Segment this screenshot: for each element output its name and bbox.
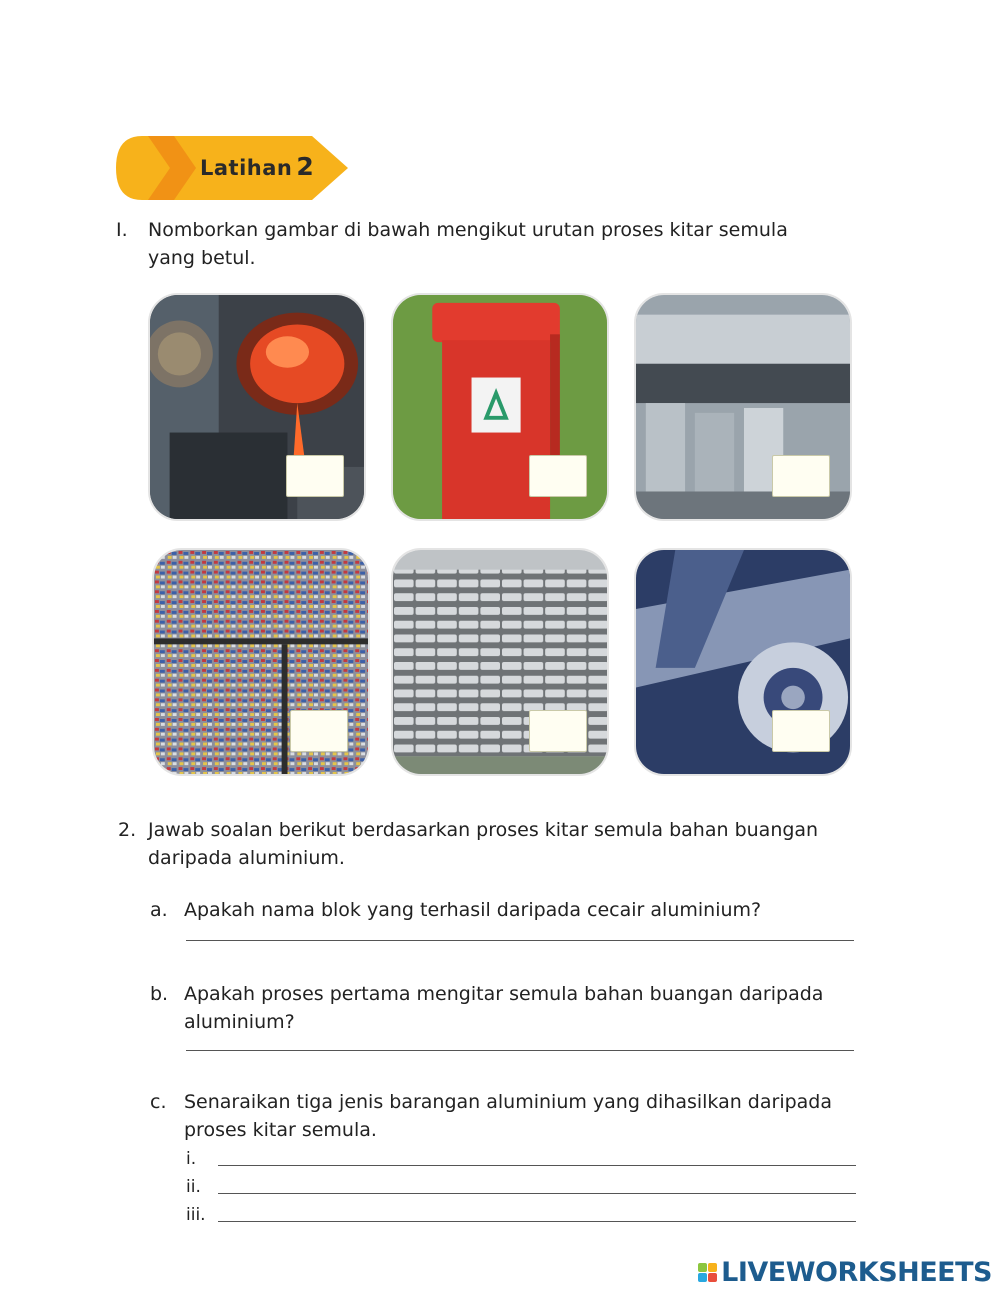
question-2c-text-line2: proses kitar semula. (184, 1119, 377, 1141)
liveworksheets-logo-text: LIVEWORKSHEETS (721, 1256, 992, 1288)
answer-line-2c-i[interactable] (218, 1165, 856, 1166)
question-1-text-line2: yang betul. (148, 247, 256, 269)
tile-sheet-roll (634, 548, 852, 776)
tile-can-machine (634, 293, 852, 521)
answer-line-2c-ii[interactable] (218, 1193, 856, 1194)
question-2 (118, 816, 908, 872)
answer-line-2c-iii[interactable] (218, 1221, 856, 1222)
question-2-number: 2. (118, 819, 137, 841)
question-2b-text-line1: Apakah proses pertama mengitar semula bahan buangan daripada (184, 983, 824, 1005)
answer-box-6[interactable] (772, 710, 830, 752)
question-1 (116, 216, 876, 272)
tile-molten-aluminium (148, 293, 366, 521)
answer-box-1[interactable] (286, 455, 344, 497)
question-2a (150, 896, 870, 924)
question-2-text-line1: Jawab soalan berikut berdasarkan proses kitar semula bahan buangan (148, 819, 819, 841)
question-2-text-line2: daripada aluminium. (148, 847, 345, 869)
question-2b-text-line2: aluminium? (184, 1011, 295, 1033)
question-2b (150, 980, 910, 1036)
question-2c (150, 1088, 930, 1144)
liveworksheets-logo-icon (697, 1262, 717, 1282)
badge-title: Latihan 2 (200, 152, 315, 181)
question-2b-label: b. (150, 983, 169, 1005)
answer-line-2b[interactable] (186, 1050, 854, 1051)
answer-box-4[interactable] (290, 710, 348, 752)
question-2c-item-i: i. (186, 1149, 197, 1169)
tile-crushed-cans (152, 548, 370, 776)
tile-recycle-bin (391, 293, 609, 521)
answer-box-2[interactable] (529, 455, 587, 497)
liveworksheets-logo[interactable] (697, 1256, 992, 1288)
tile-ingots (391, 548, 609, 776)
question-1-number: I. (116, 219, 128, 241)
answer-box-3[interactable] (772, 455, 830, 497)
question-2c-label: c. (150, 1091, 167, 1113)
question-1-text-line1: Nomborkan gambar di bawah mengikut urutan proses kitar semula (148, 219, 788, 241)
question-2a-label: a. (150, 899, 168, 921)
answer-line-2a[interactable] (186, 940, 854, 941)
question-2a-text: Apakah nama blok yang terhasil daripada cecair aluminium? (184, 899, 762, 921)
question-2c-text-line1: Senaraikan tiga jenis barangan aluminium yang dihasilkan daripada (184, 1091, 833, 1113)
answer-box-5[interactable] (529, 710, 587, 752)
question-2c-item-iii: iii. (186, 1205, 206, 1225)
question-2c-item-ii: ii. (186, 1177, 201, 1197)
